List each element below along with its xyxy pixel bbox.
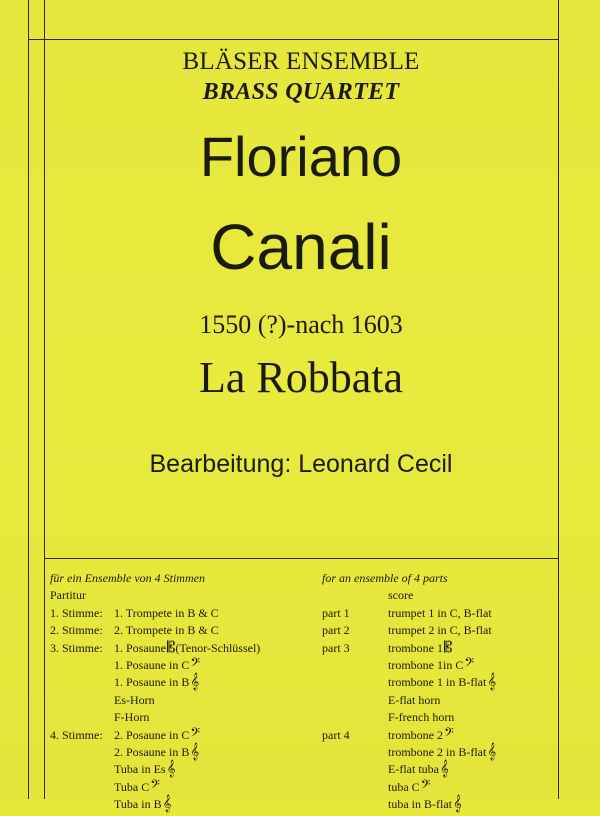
part-label bbox=[322, 692, 388, 709]
part-label bbox=[50, 674, 114, 691]
clef-icon: 𝄞 bbox=[162, 796, 172, 813]
part-row bbox=[322, 692, 558, 709]
series-subtitle: BRASS QUARTET bbox=[202, 79, 400, 105]
part-row bbox=[50, 605, 315, 622]
part-label bbox=[322, 761, 388, 778]
part-label bbox=[322, 674, 388, 691]
part-row bbox=[50, 744, 315, 761]
work-title: La Robbata bbox=[198, 353, 404, 402]
arranger-credit: Bearbeitung: Leonard Cecil bbox=[149, 450, 453, 478]
parts-rows-english bbox=[322, 587, 558, 813]
part-label bbox=[322, 779, 388, 796]
part-instrument: score bbox=[388, 588, 414, 603]
clef-icon: 𝄞 bbox=[487, 744, 497, 761]
part-instrument: E-flat tuba bbox=[388, 762, 439, 777]
clef-icon: 𝄡 bbox=[167, 639, 176, 656]
part-row bbox=[50, 727, 315, 744]
part-label bbox=[50, 709, 114, 726]
part-instrument: trombone 1 in B-flat bbox=[388, 675, 487, 690]
part-label: part 1 bbox=[322, 605, 350, 620]
part-row bbox=[322, 605, 558, 622]
part-row bbox=[322, 761, 558, 778]
part-label bbox=[50, 779, 114, 796]
part-clef-note: (Tenor-Schlüssel) bbox=[175, 640, 261, 655]
part-label: 3. Stimme: bbox=[50, 640, 103, 655]
part-row bbox=[50, 674, 315, 691]
part-row bbox=[322, 587, 558, 604]
part-instrument: trumpet 2 in C, B-flat bbox=[388, 623, 492, 638]
part-row bbox=[50, 761, 315, 778]
part-label bbox=[50, 761, 114, 778]
part-instrument: Es-Horn bbox=[114, 692, 155, 707]
parts-heading-german: für ein Ensemble von 4 Stimmen bbox=[50, 571, 205, 585]
part-row bbox=[50, 587, 315, 604]
part-instrument: trombone 2 bbox=[388, 727, 443, 742]
clef-icon: 𝄢 bbox=[190, 726, 200, 743]
divider-line bbox=[44, 558, 559, 559]
part-row bbox=[322, 779, 558, 796]
part-row bbox=[50, 709, 315, 726]
part-instrument: 1. Trompete in B & C bbox=[114, 605, 219, 620]
part-row bbox=[322, 622, 558, 639]
part-instrument: 2. Posaune in C bbox=[114, 727, 190, 742]
clef-icon: 𝄞 bbox=[439, 761, 449, 778]
part-row bbox=[322, 744, 558, 761]
part-instrument: 2. Trompete in B & C bbox=[114, 623, 219, 638]
part-row bbox=[322, 727, 558, 744]
part-label: 2. Stimme: bbox=[50, 623, 103, 638]
part-instrument: 2. Posaune in B bbox=[114, 745, 190, 760]
part-instrument: Tuba C bbox=[114, 779, 150, 794]
part-row bbox=[50, 692, 315, 709]
part-label: part 3 bbox=[322, 640, 350, 655]
part-instrument: F-Horn bbox=[114, 710, 150, 725]
clef-icon: 𝄡 bbox=[444, 639, 453, 656]
part-label bbox=[322, 657, 388, 674]
part-row bbox=[322, 640, 558, 657]
clef-icon: 𝄢 bbox=[464, 657, 474, 674]
part-instrument: trombone 1 bbox=[388, 640, 443, 655]
composer-dates: 1550 (?)-nach 1603 bbox=[199, 310, 403, 339]
clef-icon: 𝄢 bbox=[420, 778, 431, 795]
part-label bbox=[50, 744, 114, 761]
part-label: 1. Stimme: bbox=[50, 605, 103, 620]
parts-list-german bbox=[50, 570, 315, 814]
clef-icon: 𝄢 bbox=[190, 657, 200, 674]
clef-icon: 𝄞 bbox=[166, 761, 176, 778]
part-instrument: F-french horn bbox=[388, 710, 455, 725]
part-label: part 2 bbox=[322, 623, 350, 638]
part-row bbox=[322, 657, 558, 674]
border-line-top bbox=[28, 39, 559, 40]
part-row bbox=[322, 709, 558, 726]
part-label: 4. Stimme: bbox=[50, 727, 103, 742]
part-instrument: trumpet 1 in C, B-flat bbox=[388, 605, 492, 620]
part-instrument: 1. Posaune bbox=[114, 640, 166, 655]
part-row bbox=[50, 640, 315, 657]
part-instrument: 1. Posaune in B bbox=[114, 675, 190, 690]
part-row bbox=[50, 622, 315, 639]
parts-heading-english: for an ensemble of 4 parts bbox=[322, 571, 448, 585]
part-instrument: tuba C bbox=[388, 779, 420, 794]
part-label bbox=[50, 657, 114, 674]
part-row bbox=[322, 674, 558, 691]
clef-icon: 𝄞 bbox=[487, 674, 497, 691]
clef-icon: 𝄢 bbox=[150, 778, 160, 795]
part-label bbox=[50, 692, 114, 709]
clef-icon: 𝄞 bbox=[190, 744, 200, 761]
parts-list-english bbox=[322, 570, 558, 814]
composer-first-name: Floriano bbox=[199, 125, 403, 188]
part-instrument: trombone 2 in B-flat bbox=[388, 745, 487, 760]
clef-icon: 𝄞 bbox=[190, 674, 200, 691]
clef-icon: 𝄢 bbox=[444, 726, 454, 743]
series-title: BLÄSER ENSEMBLE bbox=[182, 48, 420, 75]
parts-rows-german bbox=[50, 587, 315, 813]
part-label bbox=[322, 744, 388, 761]
part-instrument: trombone 1in C bbox=[388, 658, 464, 673]
part-instrument: tuba in B-flat bbox=[388, 797, 452, 812]
part-instrument: Tuba in Es bbox=[114, 762, 166, 777]
part-label bbox=[322, 709, 388, 726]
part-row bbox=[50, 779, 315, 796]
border-line-right bbox=[558, 0, 559, 799]
composer-last-name: Canali bbox=[210, 211, 392, 283]
part-label bbox=[322, 587, 388, 604]
part-label: Partitur bbox=[50, 588, 86, 603]
part-label: part 4 bbox=[322, 727, 350, 742]
border-line-left-outer bbox=[28, 0, 29, 799]
part-row bbox=[50, 657, 315, 674]
part-instrument: 1. Posaune in C bbox=[114, 658, 190, 673]
clef-icon: 𝄞 bbox=[452, 796, 462, 813]
part-instrument: Tuba in B bbox=[114, 797, 162, 812]
part-instrument: E-flat horn bbox=[388, 692, 441, 707]
